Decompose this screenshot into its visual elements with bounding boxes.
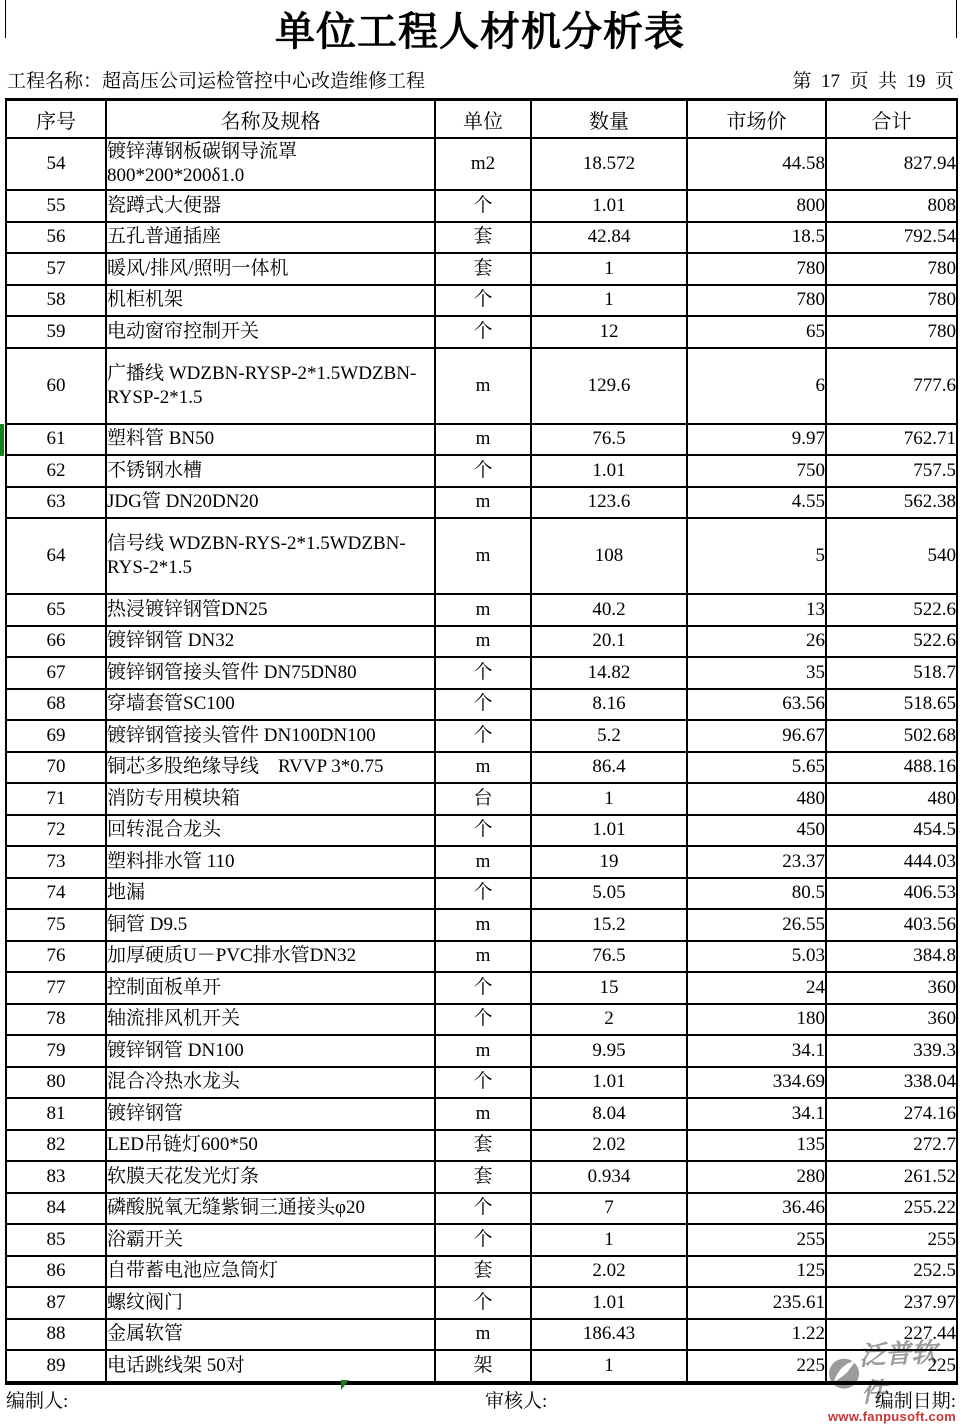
cell-unit: 个 — [435, 190, 531, 222]
cell-no: 59 — [6, 316, 106, 348]
cell-quantity: 2.02 — [531, 1256, 687, 1288]
cell-market-price: 255 — [687, 1224, 826, 1256]
page-title: 单位工程人材机分析表 — [275, 9, 685, 54]
footer-row — [0, 1386, 960, 1410]
cell-no: 57 — [6, 253, 106, 285]
cell-market-price: 280 — [687, 1161, 826, 1193]
cell-total: 518.65 — [826, 689, 957, 721]
cell-name-spec: 热浸镀锌钢管DN25 — [106, 594, 435, 626]
cell-quantity: 123.6 — [531, 487, 687, 519]
cell-unit: 个 — [435, 1193, 531, 1225]
table-row — [6, 657, 957, 689]
preparer-label: 编制人: — [6, 1391, 69, 1412]
cell-quantity: 2.02 — [531, 1130, 687, 1162]
cell-no: 54 — [6, 138, 106, 190]
cell-no: 87 — [6, 1287, 106, 1319]
cell-unit: 个 — [435, 1287, 531, 1319]
cell-quantity: 5.2 — [531, 720, 687, 752]
cell-total: 272.7 — [826, 1130, 957, 1162]
cell-no: 66 — [6, 626, 106, 658]
cell-name-spec: 镀锌钢管 DN100 — [106, 1035, 435, 1067]
cell-name-spec: 磷酸脱氧无缝紫铜三通接头φ20 — [106, 1193, 435, 1225]
cell-quantity: 18.572 — [531, 138, 687, 190]
cell-quantity: 2 — [531, 1004, 687, 1036]
cell-unit: m — [435, 626, 531, 658]
cell-total: 757.5 — [826, 455, 957, 487]
cell-name-spec: 塑料排水管 110 — [106, 846, 435, 878]
page-number-info: 第 17 页 共 19 页 — [792, 70, 954, 92]
cell-quantity: 1.01 — [531, 815, 687, 847]
cell-total: 502.68 — [826, 720, 957, 752]
cell-name-spec: 不锈钢水槽 — [106, 455, 435, 487]
cell-quantity: 1 — [531, 783, 687, 815]
cell-total: 780 — [826, 253, 957, 285]
cell-market-price: 125 — [687, 1256, 826, 1288]
cell-no: 72 — [6, 815, 106, 847]
cell-total: 252.5 — [826, 1256, 957, 1288]
cell-unit: m — [435, 1035, 531, 1067]
cell-market-price: 235.61 — [687, 1287, 826, 1319]
cell-unit: m — [435, 846, 531, 878]
cell-unit: 个 — [435, 1224, 531, 1256]
cell-unit: m2 — [435, 138, 531, 190]
cell-market-price: 6 — [687, 348, 826, 424]
cell-total: 522.6 — [826, 594, 957, 626]
cell-total: 540 — [826, 518, 957, 594]
cell-market-price: 450 — [687, 815, 826, 847]
cell-name-spec: 电话跳线架 50对 — [106, 1350, 435, 1383]
reviewer-label: 审核人: — [485, 1391, 548, 1412]
cell-unit: m — [435, 518, 531, 594]
cell-unit: 个 — [435, 972, 531, 1004]
table-row — [6, 626, 957, 658]
page-edge-line-left — [5, 0, 6, 38]
header-no: 序号 — [6, 100, 106, 139]
cell-unit: 架 — [435, 1350, 531, 1383]
cell-no: 56 — [6, 222, 106, 254]
header-market-price: 市场价 — [687, 100, 826, 139]
cell-total: 518.7 — [826, 657, 957, 689]
cell-quantity: 1 — [531, 1350, 687, 1383]
cell-market-price: 334.69 — [687, 1067, 826, 1099]
cell-name-spec: 铜管 D9.5 — [106, 909, 435, 941]
table-row — [6, 518, 957, 594]
cell-no: 83 — [6, 1161, 106, 1193]
cell-market-price: 180 — [687, 1004, 826, 1036]
table-row — [6, 348, 957, 424]
cell-market-price: 5.03 — [687, 941, 826, 973]
cell-market-price: 65 — [687, 316, 826, 348]
table-row — [6, 1004, 957, 1036]
cell-name-spec: 镀锌钢管 — [106, 1098, 435, 1130]
cell-no: 69 — [6, 720, 106, 752]
cell-unit: m — [435, 909, 531, 941]
cell-total: 339.3 — [826, 1035, 957, 1067]
cell-market-price: 5 — [687, 518, 826, 594]
cell-name-spec: 地漏 — [106, 878, 435, 910]
cell-no: 62 — [6, 455, 106, 487]
cell-quantity: 1 — [531, 285, 687, 317]
cell-name-spec: 信号线 WDZBN-RYS-2*1.5WDZBN-RYS-2*1.5 — [106, 518, 435, 594]
cell-unit: m — [435, 1319, 531, 1351]
cell-no: 82 — [6, 1130, 106, 1162]
cell-no: 86 — [6, 1256, 106, 1288]
cell-unit: m — [435, 487, 531, 519]
table-row — [6, 1224, 957, 1256]
cell-no: 84 — [6, 1193, 106, 1225]
cell-no: 79 — [6, 1035, 106, 1067]
cell-name-spec: 控制面板单开 — [106, 972, 435, 1004]
cell-market-price: 63.56 — [687, 689, 826, 721]
cell-market-price: 780 — [687, 253, 826, 285]
cell-market-price: 24 — [687, 972, 826, 1004]
table-row — [6, 972, 957, 1004]
cell-unit: 个 — [435, 878, 531, 910]
cell-quantity: 1.01 — [531, 1067, 687, 1099]
project-value: 超高压公司运检管控中心改造维修工程 — [102, 70, 426, 92]
watermark-brand: 泛普软件 — [858, 1337, 938, 1408]
cell-name-spec: 广播线 WDZBN-RYSP-2*1.5WDZBN-RYSP-2*1.5 — [106, 348, 435, 424]
cell-total: 255 — [826, 1224, 957, 1256]
cell-market-price: 35 — [687, 657, 826, 689]
cell-market-price: 36.46 — [687, 1193, 826, 1225]
cell-total: 403.56 — [826, 909, 957, 941]
cell-name-spec: 回转混合龙头 — [106, 815, 435, 847]
cell-quantity: 20.1 — [531, 626, 687, 658]
cell-total: 237.97 — [826, 1287, 957, 1319]
cell-quantity: 40.2 — [531, 594, 687, 626]
cell-no: 67 — [6, 657, 106, 689]
cell-name-spec: 消防专用模块箱 — [106, 783, 435, 815]
table-row — [6, 285, 957, 317]
table-row — [6, 138, 957, 190]
cell-no: 58 — [6, 285, 106, 317]
project-name-line — [7, 66, 425, 93]
cell-total: 480 — [826, 783, 957, 815]
cell-name-spec: 机柜机架 — [106, 285, 435, 317]
cell-total: 762.71 — [826, 424, 957, 456]
cell-unit: 台 — [435, 783, 531, 815]
cell-market-price: 34.1 — [687, 1098, 826, 1130]
cell-no: 85 — [6, 1224, 106, 1256]
cell-no: 55 — [6, 190, 106, 222]
table-row — [6, 846, 957, 878]
cell-no: 65 — [6, 594, 106, 626]
cell-unit: 个 — [435, 657, 531, 689]
table-body — [6, 138, 957, 1383]
cell-total: 780 — [826, 285, 957, 317]
cell-no: 81 — [6, 1098, 106, 1130]
cell-total: 384.8 — [826, 941, 957, 973]
cell-name-spec: 螺纹阀门 — [106, 1287, 435, 1319]
cell-name-spec: 金属软管 — [106, 1319, 435, 1351]
cell-no: 68 — [6, 689, 106, 721]
table-row — [6, 941, 957, 973]
cell-unit: m — [435, 348, 531, 424]
cell-quantity: 1.01 — [531, 1287, 687, 1319]
cell-quantity: 1 — [531, 253, 687, 285]
table-row — [6, 878, 957, 910]
cell-no: 61 — [6, 424, 106, 456]
cell-unit: 个 — [435, 316, 531, 348]
table-row — [6, 1287, 957, 1319]
cell-total: 488.16 — [826, 752, 957, 784]
analysis-table — [5, 98, 958, 1385]
table-row — [6, 909, 957, 941]
cell-market-price: 1.22 — [687, 1319, 826, 1351]
cell-quantity: 76.5 — [531, 941, 687, 973]
cell-quantity: 15 — [531, 972, 687, 1004]
cell-market-price: 80.5 — [687, 878, 826, 910]
cell-total: 792.54 — [826, 222, 957, 254]
cell-no: 63 — [6, 487, 106, 519]
cell-total: 261.52 — [826, 1161, 957, 1193]
cell-quantity: 186.43 — [531, 1319, 687, 1351]
cell-quantity: 1 — [531, 1224, 687, 1256]
cell-market-price: 96.67 — [687, 720, 826, 752]
table-row — [6, 1067, 957, 1099]
cell-no: 89 — [6, 1350, 106, 1383]
table-row — [6, 752, 957, 784]
meta-row — [0, 60, 960, 98]
table-row — [6, 1035, 957, 1067]
date-label: 编制日期: — [874, 1391, 956, 1412]
cell-market-price: 18.5 — [687, 222, 826, 254]
cell-total: 454.5 — [826, 815, 957, 847]
cell-total: 777.6 — [826, 348, 957, 424]
cell-no: 74 — [6, 878, 106, 910]
cell-name-spec: 铜芯多股绝缘导线 RVVP 3*0.75 — [106, 752, 435, 784]
cell-unit: 个 — [435, 1067, 531, 1099]
table-row — [6, 1161, 957, 1193]
cell-name-spec: 加厚硬质U－PVC排水管DN32 — [106, 941, 435, 973]
cell-total: 406.53 — [826, 878, 957, 910]
cell-unit: 套 — [435, 253, 531, 285]
cell-unit: 个 — [435, 815, 531, 847]
cell-unit: 个 — [435, 455, 531, 487]
cell-market-price: 135 — [687, 1130, 826, 1162]
cell-total: 274.16 — [826, 1098, 957, 1130]
cell-market-price: 750 — [687, 455, 826, 487]
cell-name-spec: 穿墙套管SC100 — [106, 689, 435, 721]
cell-no: 64 — [6, 518, 106, 594]
table-row — [6, 1193, 957, 1225]
cell-quantity: 1.01 — [531, 190, 687, 222]
cell-name-spec: 自带蓄电池应急筒灯 — [106, 1256, 435, 1288]
header-unit: 单位 — [435, 100, 531, 139]
cell-total: 444.03 — [826, 846, 957, 878]
cell-total: 338.04 — [826, 1067, 957, 1099]
cell-quantity: 15.2 — [531, 909, 687, 941]
cell-unit: 套 — [435, 1161, 531, 1193]
table-row — [6, 316, 957, 348]
cell-name-spec: 浴霸开关 — [106, 1224, 435, 1256]
cell-market-price: 23.37 — [687, 846, 826, 878]
cell-no: 75 — [6, 909, 106, 941]
cell-no: 88 — [6, 1319, 106, 1351]
cell-total: 562.38 — [826, 487, 957, 519]
cell-quantity: 14.82 — [531, 657, 687, 689]
cell-name-spec: JDG管 DN20DN20 — [106, 487, 435, 519]
cell-unit: 个 — [435, 1004, 531, 1036]
cell-no: 71 — [6, 783, 106, 815]
row-61-selection-marker — [0, 424, 4, 456]
cell-unit: 个 — [435, 285, 531, 317]
cell-unit: m — [435, 594, 531, 626]
cell-unit: m — [435, 1098, 531, 1130]
table-row — [6, 1256, 957, 1288]
cell-quantity: 86.4 — [531, 752, 687, 784]
cell-market-price: 44.58 — [687, 138, 826, 190]
table-row — [6, 424, 957, 456]
cell-market-price: 780 — [687, 285, 826, 317]
cell-quantity: 1.01 — [531, 455, 687, 487]
cell-quantity: 8.04 — [531, 1098, 687, 1130]
cell-total: 360 — [826, 1004, 957, 1036]
cell-total: 227.44 — [826, 1319, 957, 1351]
cell-quantity: 8.16 — [531, 689, 687, 721]
cell-name-spec: 电动窗帘控制开关 — [106, 316, 435, 348]
cell-market-price: 9.97 — [687, 424, 826, 456]
cell-total: 808 — [826, 190, 957, 222]
header-total: 合计 — [826, 100, 957, 139]
table-row — [6, 594, 957, 626]
cell-unit: 个 — [435, 689, 531, 721]
cell-total: 225 — [826, 1350, 957, 1383]
table-row — [6, 815, 957, 847]
cell-unit: m — [435, 424, 531, 456]
header-name-spec: 名称及规格 — [106, 100, 435, 139]
cell-quantity: 42.84 — [531, 222, 687, 254]
cell-unit: m — [435, 752, 531, 784]
cell-market-price: 5.65 — [687, 752, 826, 784]
page-edge-line-right — [956, 0, 957, 38]
cell-unit: 套 — [435, 1130, 531, 1162]
cell-total: 780 — [826, 316, 957, 348]
project-label: 工程名称： — [7, 70, 103, 92]
cell-market-price: 26.55 — [687, 909, 826, 941]
cell-quantity: 12 — [531, 316, 687, 348]
cell-total: 255.22 — [826, 1193, 957, 1225]
cell-market-price: 480 — [687, 783, 826, 815]
cell-no: 73 — [6, 846, 106, 878]
cell-unit: 个 — [435, 720, 531, 752]
cell-total: 522.6 — [826, 626, 957, 658]
cell-name-spec: 软膜天花发光灯条 — [106, 1161, 435, 1193]
cell-name-spec: 镀锌钢管接头管件 DN75DN80 — [106, 657, 435, 689]
table-row — [6, 455, 957, 487]
cell-total: 360 — [826, 972, 957, 1004]
cell-name-spec: 瓷蹲式大便器 — [106, 190, 435, 222]
cell-name-spec: 塑料管 BN50 — [106, 424, 435, 456]
cell-quantity: 19 — [531, 846, 687, 878]
cell-market-price: 4.55 — [687, 487, 826, 519]
cell-quantity: 5.05 — [531, 878, 687, 910]
cell-market-price: 13 — [687, 594, 826, 626]
cell-quantity: 76.5 — [531, 424, 687, 456]
table-row — [6, 1350, 957, 1383]
header-quantity: 数量 — [531, 100, 687, 139]
cell-name-spec: LED吊链灯600*50 — [106, 1130, 435, 1162]
watermark-url: www.fanpusoft.com — [828, 1409, 957, 1424]
cell-market-price: 800 — [687, 190, 826, 222]
cell-name-spec: 轴流排风机开关 — [106, 1004, 435, 1036]
cell-name-spec: 五孔普通插座 — [106, 222, 435, 254]
table-row — [6, 487, 957, 519]
cell-no: 76 — [6, 941, 106, 973]
cell-quantity: 9.95 — [531, 1035, 687, 1067]
cell-quantity: 0.934 — [531, 1161, 687, 1193]
cell-no: 70 — [6, 752, 106, 784]
cell-name-spec: 暖风/排风/照明一体机 — [106, 253, 435, 285]
table-header — [6, 100, 957, 139]
cell-unit: 套 — [435, 222, 531, 254]
cell-name-spec: 镀锌薄钢板碳钢导流罩 800*200*200δ1.0 — [106, 138, 435, 190]
cell-name-spec: 镀锌钢管 DN32 — [106, 626, 435, 658]
cell-market-price: 26 — [687, 626, 826, 658]
table-row — [6, 783, 957, 815]
cell-total: 827.94 — [826, 138, 957, 190]
cell-unit: m — [435, 941, 531, 973]
cell-quantity: 129.6 — [531, 348, 687, 424]
table-row — [6, 689, 957, 721]
cell-name-spec: 镀锌钢管接头管件 DN100DN100 — [106, 720, 435, 752]
cell-quantity: 7 — [531, 1193, 687, 1225]
table-row — [6, 1130, 957, 1162]
cell-no: 77 — [6, 972, 106, 1004]
cell-no: 80 — [6, 1067, 106, 1099]
table-row — [6, 190, 957, 222]
cell-name-spec: 混合冷热水龙头 — [106, 1067, 435, 1099]
cell-market-price: 225 — [687, 1350, 826, 1383]
table-row — [6, 253, 957, 285]
cell-unit: 套 — [435, 1256, 531, 1288]
cell-no: 60 — [6, 348, 106, 424]
table-row — [6, 222, 957, 254]
cell-quantity: 108 — [531, 518, 687, 594]
cell-no: 78 — [6, 1004, 106, 1036]
table-row — [6, 720, 957, 752]
table-row — [6, 1319, 957, 1351]
table-row — [6, 1098, 957, 1130]
cell-market-price: 34.1 — [687, 1035, 826, 1067]
